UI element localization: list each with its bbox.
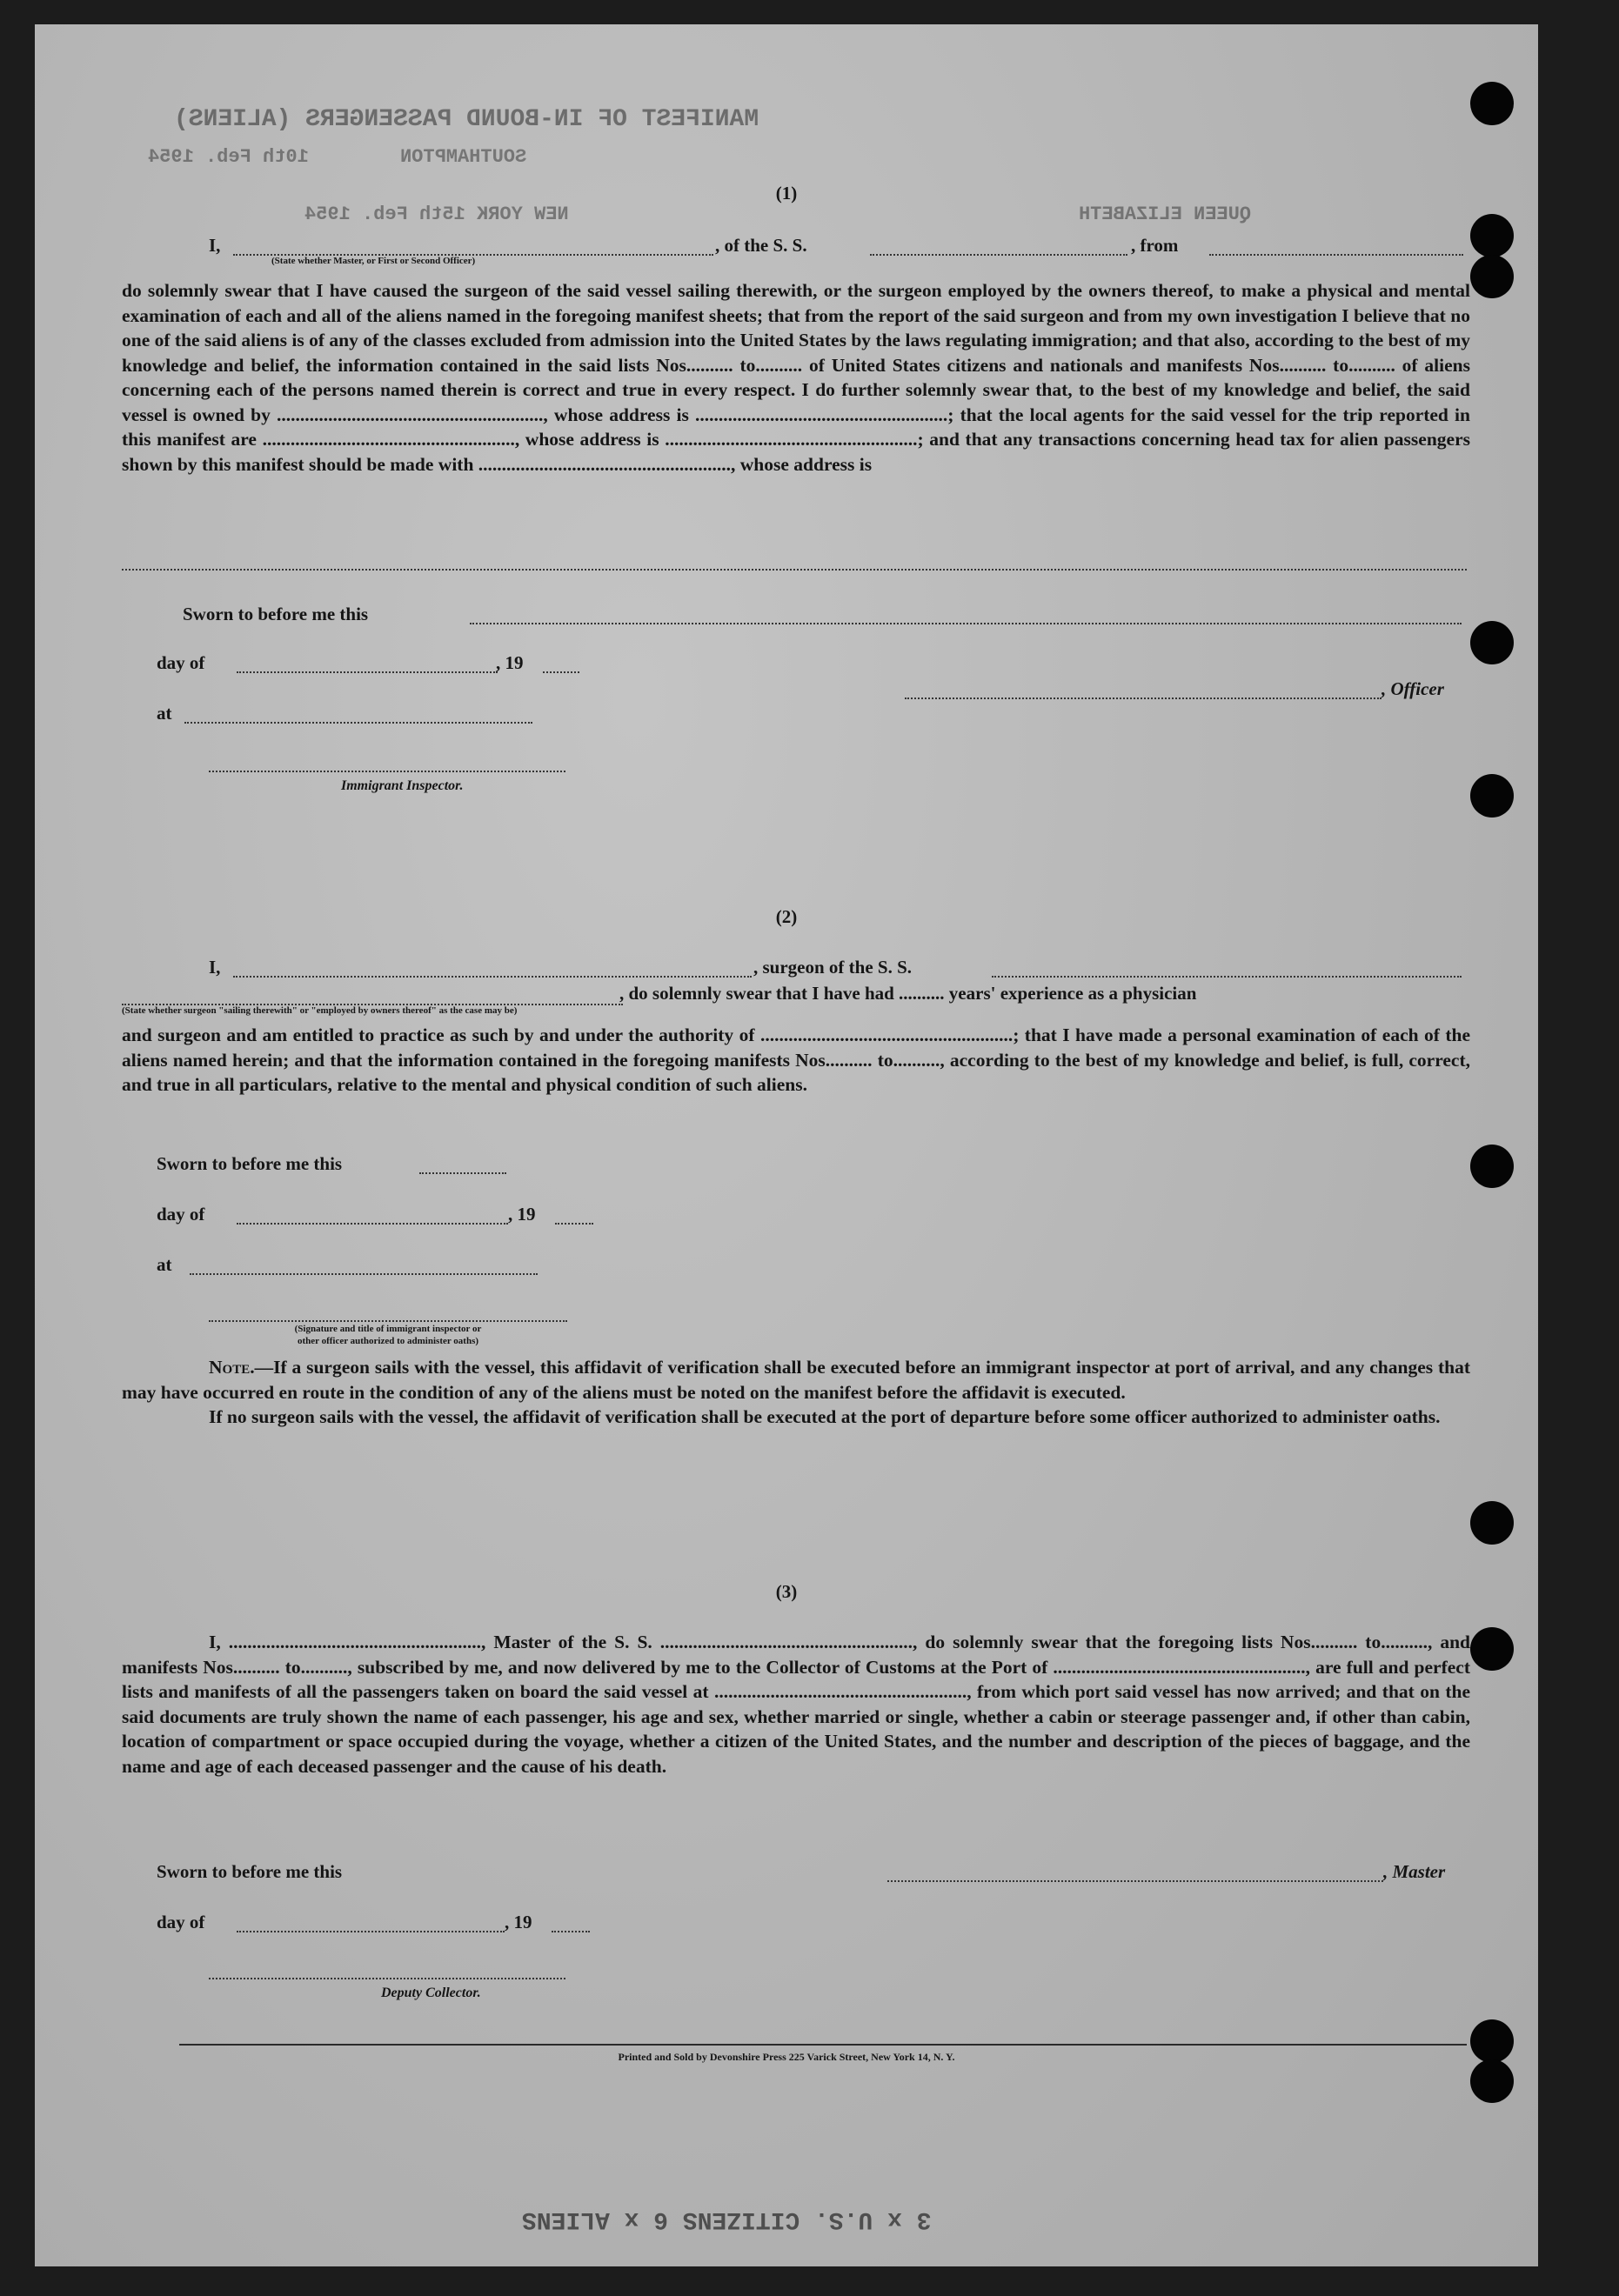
s2-line2: , do solemnly swear that I have had .......... years' experience as a physician [619,983,1197,1004]
s1-from-label: , from [1131,235,1179,256]
s1-sworn-label: Sworn to before me this [183,604,369,624]
s1-sworn-line [470,623,1462,624]
bleed-through-date: 10th Feb. 1954 [148,146,309,168]
s1-year-line [543,671,579,673]
section-1-number: (1) [775,183,798,204]
section-3-body: I, ......................................................, Master of the S. S. ......................................................, do solemnly swear that the foregoing lists Nos.......... to.........., and manifests Nos.......... to.........., subscribed by me, and now delivered by me to the Collector of Customs at the Port of ......................................................, are full and perfect lists and manifests of all the passengers taken on board the said vessel at ......................................................, from which port said vessel has now arrived; and that on the said documents are truly shown the name of each passenger, his age and sex, whether married or single, whether a cabin or steerage passenger and, if other than cabin, location of compartment or space occupied during the voyage, whether a citizen of the United States, and the number and description of the pieces of baggage, and the name and age of each deceased passenger and the cause of his death. [122,1632,1470,1777]
punch-hole [1470,1145,1514,1188]
punch-hole [1470,774,1514,818]
bleed-through-port: SOUTHAMPTON [400,146,527,168]
s1-dayof-label: day of [157,652,205,673]
s1-year-label: , 19 [496,652,524,673]
s2-day-line [237,1223,508,1225]
punch-hole [1470,1627,1514,1671]
section-2-number: (2) [775,906,798,927]
s2-name-line [233,976,752,978]
s3-dayof-label: day of [157,1912,205,1932]
footer-rule [179,2044,1467,2046]
s2-at-line [190,1273,538,1275]
section-3-number: (3) [775,1581,798,1602]
punch-hole [1470,2059,1514,2103]
s1-officer-line [905,697,1382,699]
s2-sig-note-2: other officer authorized to administer oaths) [297,1336,479,1346]
s2-at-label: at [157,1254,172,1275]
s3-sworn-label: Sworn to before me this [157,1861,343,1882]
s1-at-label: at [157,703,172,724]
s3-collector-label: Deputy Collector. [381,1986,481,2000]
printer-credit: Printed and Sold by Devonshire Press 225 Varick Street, New York 14, N. Y. [618,2051,955,2063]
s2-sailing-note: (State whether surgeon "sailing therewith" or "employed by owners thereof" as the case may be) [122,1005,518,1016]
s3-sworn-line [887,1880,1383,1882]
s2-dayof-label: day of [157,1204,205,1225]
punch-hole [1470,214,1514,257]
punch-hole [1470,82,1514,125]
section-2-body: and surgeon and am entitled to practice as such by and under the authority of ......................................................; that I have made a personal examination of each of the aliens named herein; and that the information contained in the foregoing manifests Nos.......... to.........., according to the best of my knowledge and belief, is full, correct, and true in all particulars, relative to the mental and physical condition of such aliens. [122,1025,1470,1095]
s3-year-line [552,1931,590,1932]
section-1-body: do solemnly swear that I have caused the surgeon of the said vessel sailing therewith, or the surgeon employed by the owners thereof, to make a physical and mental examination of each and all of the aliens named in the foregoing manifest sheets; that from the report of the said surgeon and from my own investigation I believe that no one of the said aliens is of any of the classes excluded from admission into the United States by the laws regulating immigration; and that also, according to the best of my knowledge and belief, the information contained in the said lists Nos.......... to.......... of United States citizens and nationals and manifests Nos.......... to.......... of aliens concerning each of the persons named therein is correct and true in every respect. I do further solemnly swear that, to the best of my knowledge and belief, the said vessel is owned by ........................................................., whose address is ......................................................; that the local agents for the said vessel for the trip reported in this manifest are ......................................................, whose address is ......................................................; and that any transactions concerning head tax for alien passengers shown by this manifest should be made with ......................................................, whose address is [122,280,1470,475]
s2-sworn-label: Sworn to before me this [157,1153,343,1174]
s1-officer-label: , Officer [1382,678,1444,699]
punch-hole [1470,1501,1514,1545]
s3-day-line [237,1931,505,1932]
s1-of-ss-label: , of the S. S. [715,235,807,256]
s1-day-line [237,671,498,673]
s2-vessel-line [992,976,1462,978]
s1-address-line [122,569,1467,571]
s1-inspector-line [209,771,565,772]
s2-signature-line [209,1320,567,1322]
note-text-2: If no surgeon sails with the vessel, the affidavit of verification shall be executed at the port of departure before some officer authorized to administer oaths. [209,1406,1441,1427]
section-2-note [122,1355,1470,1430]
punch-hole [1470,255,1514,298]
bleed-through-vessel: QUEEN ELIZABETH [1079,204,1252,225]
s2-i-label: I, [209,957,221,978]
s1-i-label: I, [209,235,221,256]
note-text-1: —If a surgeon sails with the vessel, this affidavit of verification shall be executed before an immigrant inspector at port of arrival, and any changes that may have occurred en route in the condition of any of the aliens must be noted on the manifest before the affidavit is executed. [122,1357,1470,1403]
s1-at-line [184,722,532,724]
s3-master-label: , Master [1383,1861,1446,1882]
bleed-through-title: MANIFEST OF IN-BOUND PASSENGERS (ALIENS) [174,106,759,133]
bottom-stamp: 3 x U.S. CITIZENS 6 x ALIENS [522,2206,932,2233]
s2-sworn-line [419,1172,506,1174]
s1-from-line [1209,254,1463,256]
note-label: Note. [209,1357,255,1378]
punch-hole [1470,621,1514,664]
s1-inspector-label: Immigrant Inspector. [341,778,464,793]
document-page [35,24,1538,2266]
s2-year-line [555,1223,593,1225]
s2-year-label: , 19 [508,1204,536,1225]
s3-year-label: , 19 [505,1912,532,1932]
s2-surgeon-label: , surgeon of the S. S. [753,957,913,978]
s1-vessel-line [870,254,1127,256]
s2-sig-note-1: (Signature and title of immigrant inspector or [294,1324,482,1334]
s3-collector-line [209,1978,565,1979]
bleed-through-arrival: NEW YORK 15th Feb. 1954 [304,204,569,225]
s1-officer-note: (State whether Master, or First or Second Officer) [271,256,476,266]
